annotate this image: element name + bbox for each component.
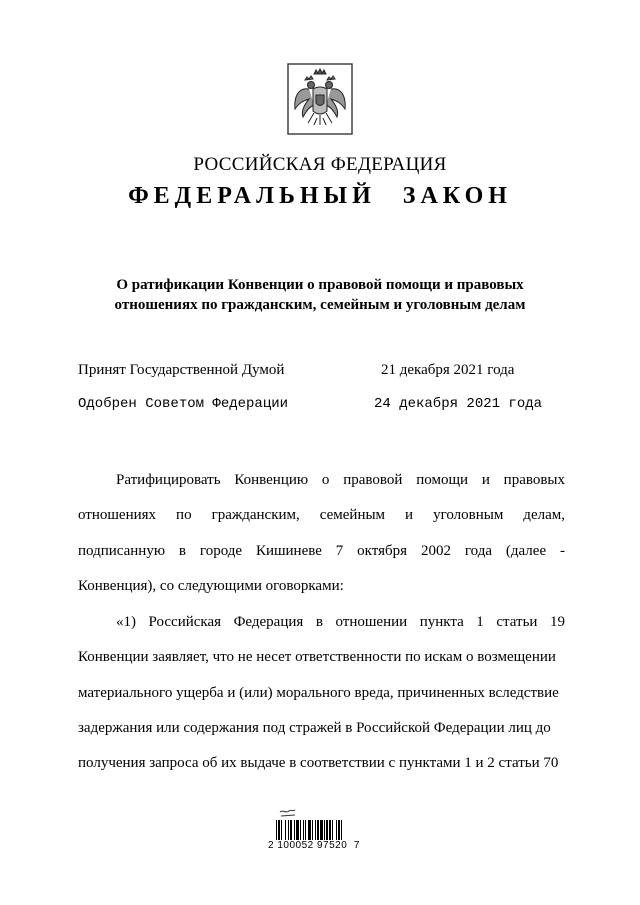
law-type-heading: ФЕДЕРАЛЬНЫЙ ЗАКОН <box>128 183 512 209</box>
signature-mark-icon <box>280 810 295 816</box>
body-line: подписанную в городе Кишиневе 7 октября 2002 года (далее - <box>78 543 565 559</box>
barcode-bar <box>303 820 304 840</box>
barcode-bar <box>305 820 306 840</box>
adoption-date-council: 24 декабря 2021 года <box>374 396 543 412</box>
law-title-line: отношениях по гражданским, семейным и уголовным делам <box>114 297 526 313</box>
adoption-date-duma: 21 декабря 2021 года <box>381 362 515 378</box>
body-line: Конвенция), со следующими оговорками: <box>78 578 344 594</box>
barcode-bar <box>285 820 286 840</box>
barcode-bar <box>296 820 299 840</box>
body-line: «1) Российская Федерация в отношении пункта 1 статьи 19 <box>116 614 565 630</box>
law-title <box>60 275 580 315</box>
barcode-bar <box>300 820 301 840</box>
law-title-line: О ратификации Конвенции о правовой помощи и правовых <box>116 277 524 293</box>
barcode-bar <box>294 820 295 840</box>
barcode-bar <box>281 820 282 840</box>
barcode-bar <box>290 820 292 840</box>
body-line: отношениях по гражданским, семейным и уголовным делам, <box>78 507 565 523</box>
barcode-bar <box>329 820 331 840</box>
barcode-bar <box>336 820 337 840</box>
coat-of-arms-icon <box>287 63 353 135</box>
barcode-bar <box>308 820 311 840</box>
barcode-number: 2 100052 97520 7 <box>268 840 360 851</box>
body-line: материального ущерба и (или) морального вреда, причиненных вследствие <box>78 685 559 701</box>
barcode-bar <box>288 820 289 840</box>
body-line: задержания или содержания под стражей в Российской Федерации лиц до <box>78 720 551 736</box>
barcode-bar <box>276 820 277 840</box>
barcode-bar <box>341 820 342 840</box>
body-line: получения запроса об их выдаче в соответствии с пунктами 1 и 2 статьи 70 <box>78 755 559 771</box>
barcode-bar <box>317 820 319 840</box>
body-line: Конвенции заявляет, что не несет ответственности по искам о возмещении <box>78 649 556 665</box>
barcode-bar <box>324 820 325 840</box>
adoption-label-council: Одобрен Советом Федерации <box>78 396 289 412</box>
barcode-bar <box>312 820 313 840</box>
barcode-bar <box>326 820 328 840</box>
adoption-label-duma: Принят Государственной Думой <box>78 362 285 378</box>
barcode-bar <box>315 820 316 840</box>
barcode-bar <box>332 820 333 840</box>
body-line: Ратифицировать Конвенцию о правовой помощи и правовых <box>116 472 565 488</box>
country-name: РОССИЙСКАЯ ФЕДЕРАЦИЯ <box>193 154 447 175</box>
barcode-bar <box>320 820 323 840</box>
barcode-bar <box>278 820 280 840</box>
barcode-bar <box>338 820 340 840</box>
